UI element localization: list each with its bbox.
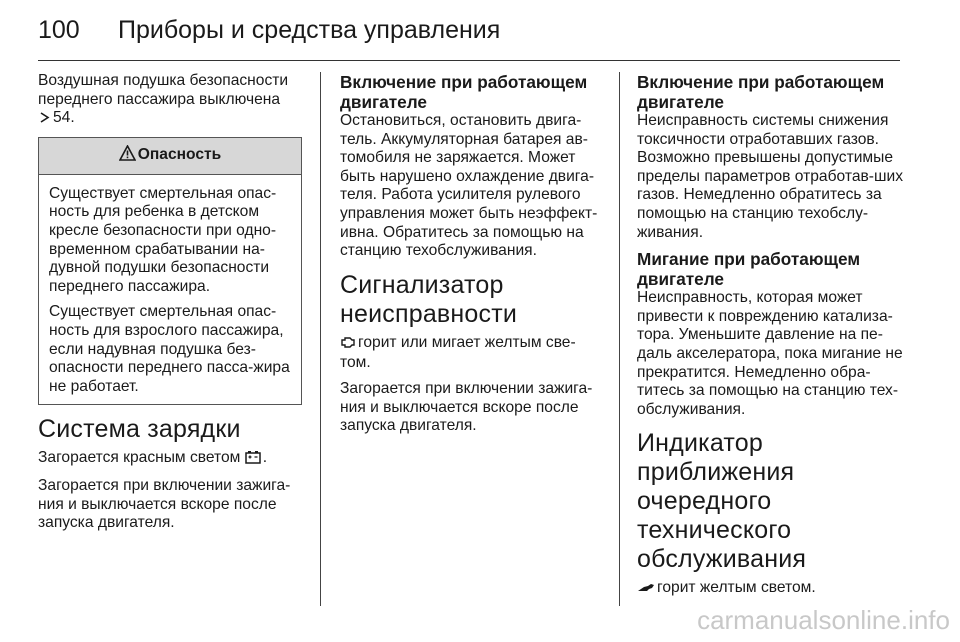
malfunction-paragraph-2: Загорается при включении зажига-ния и выключается вскоре после запуска двигателя. [340,379,593,435]
flashing-subheading: Мигание при работающем двигателе [637,249,861,290]
warning-paragraph-1: Существует смертельная опас-ность для ребенка в детском кресле безопасности при одно-временном срабатывании на-дувной подушки безопасности переднего пассажира. [49,184,277,295]
column-divider-1 [320,72,321,606]
airbag-off-paragraph [38,72,302,130]
danger-warning-box [38,137,302,406]
flashing-paragraph: Неисправность, которая может привести к повреждению катализа-тора. Уменьшите давление на пе-даль акселератора, пока мигание не прекратится. Немедленно обра-титесь за помощью на станцию тех-обслуживания. [637,289,903,418]
charging-system-heading: Система зарядки [38,415,241,444]
emissions-paragraph: Неисправность системы снижения токсичности отработавших газов. Возможно превышены допустимые пределы параметров отработав-ших газов. Немедленно обратитесь за помощью на станцию техобслу-живания. [637,112,903,241]
header-divider [38,60,900,61]
arrow-ref-icon [38,111,51,130]
malfunction-text: горит или мигает желтым све-том. [340,333,576,372]
airbag-off-line2: переднего пассажира выключена [38,90,281,108]
engine-running-subheading-2: Включение при работающем двигателе [637,72,885,112]
battery-icon [245,450,261,470]
column-2 [340,72,606,443]
warning-body [39,175,301,405]
charging-paragraph-2: Загорается при включении зажига-ния и выключается вскоре после запуска двигателя. [38,476,291,532]
page-title: Приборы и средства управления [118,16,501,44]
page-number: 100 [38,16,80,44]
warning-title: Опасность [137,146,222,164]
charging-paragraph-1 [38,449,302,470]
watermark: carmanualsonline.info [697,605,950,635]
warning-triangle-icon [119,145,136,167]
engine-running-subheading: Включение при работающем двигателе [340,72,588,112]
malfunction-indicator-heading: Сигнализатор неисправности [340,270,518,328]
airbag-off-line1: Воздушная подушка безопасности [38,72,289,89]
charging-text: Загорается красным светом [38,449,241,467]
charging-text-end: . [262,449,268,467]
engine-check-icon [340,335,356,355]
warning-header [39,138,301,175]
column-1 [38,72,302,540]
service-indicator-heading: Индикатор приближения очередного технического обслуживания [637,429,807,574]
warning-paragraph-2: Существует смертельная опас-ность для взрослого пассажира, если надувная подушка без-опасности переднего пасса-жира не работает. [49,303,290,395]
service-text: горит желтым светом. [657,579,816,597]
malfunction-paragraph-1 [340,334,606,373]
column-3 [637,72,903,607]
service-paragraph [637,579,903,600]
column-divider-2 [619,72,620,606]
service-wrench-icon [637,581,655,600]
page-reference-link[interactable]: 54. [53,109,75,127]
engine-running-paragraph: Остановиться, остановить двига-тель. Аккумуляторная батарея ав-томобиля не заряжается. Может быть нарушено охлаждение двига-теля. Работа усилителя рулевого управления может быть неэффект-ивна. Обратитесь за помощью на станцию техобслуживания. [340,112,598,260]
